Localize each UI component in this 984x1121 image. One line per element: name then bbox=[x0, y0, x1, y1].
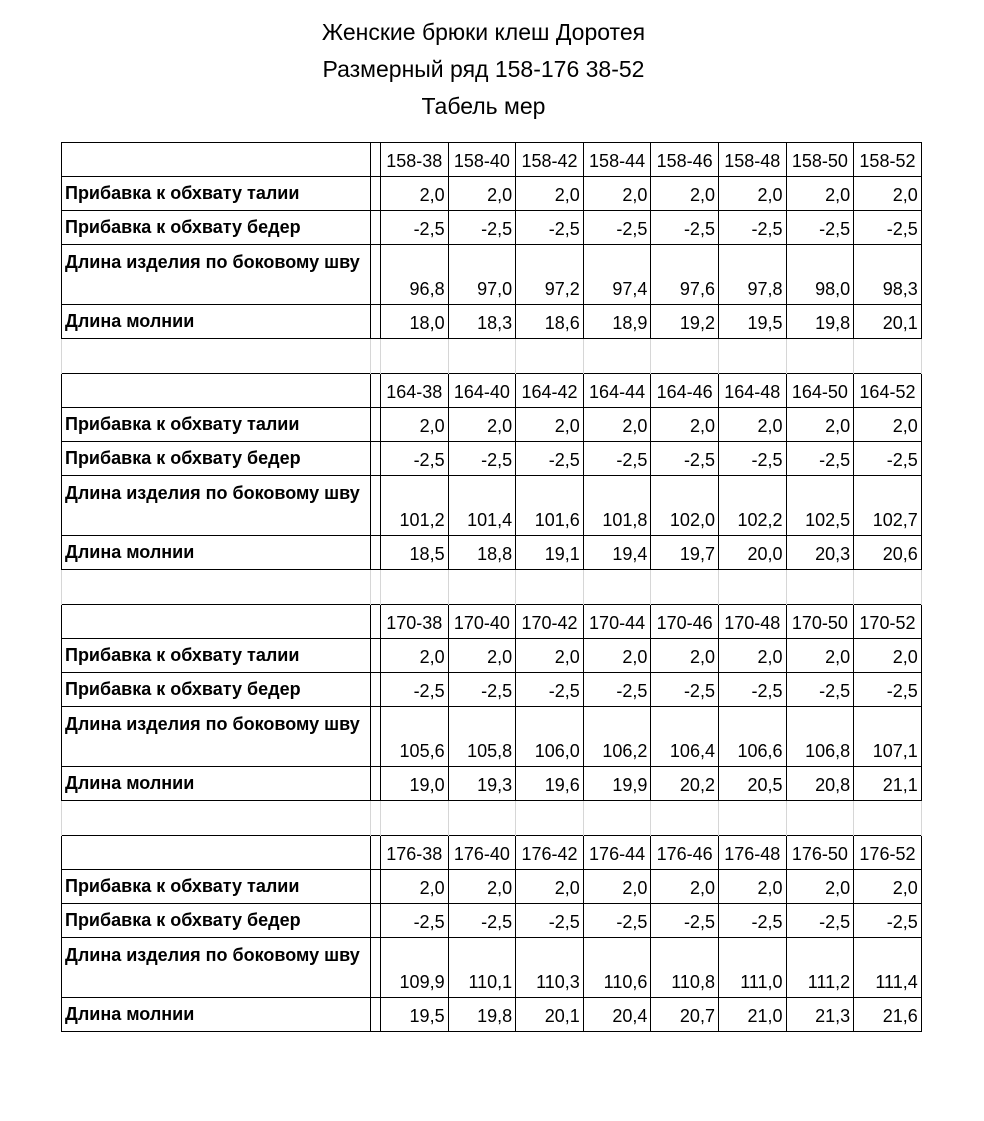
gap-cell bbox=[371, 639, 381, 673]
value-cell: 97,2 bbox=[516, 245, 584, 305]
value-cell: 106,4 bbox=[651, 707, 719, 767]
value-cell: 2,0 bbox=[854, 177, 922, 211]
size-header-cell: 164-48 bbox=[718, 374, 786, 408]
row-label: Длина молнии bbox=[62, 536, 371, 570]
size-header-cell: 170-42 bbox=[516, 605, 584, 639]
title-size-range: Размерный ряд 158-176 38-52 bbox=[322, 56, 645, 82]
value-cell: 97,8 bbox=[718, 245, 786, 305]
gap-cell bbox=[371, 211, 381, 245]
value-cell: 2,0 bbox=[583, 870, 651, 904]
spacer-cell bbox=[448, 570, 516, 605]
value-cell: 20,6 bbox=[854, 536, 922, 570]
value-cell: -2,5 bbox=[718, 673, 786, 707]
table-row bbox=[62, 639, 922, 673]
value-cell: -2,5 bbox=[854, 673, 922, 707]
value-cell: -2,5 bbox=[651, 904, 719, 938]
value-cell: 18,3 bbox=[448, 305, 516, 339]
value-cell: 110,1 bbox=[448, 938, 516, 998]
value-cell: -2,5 bbox=[381, 442, 449, 476]
value-cell: 2,0 bbox=[516, 639, 584, 673]
row-label: Длина изделия по боковому шву bbox=[62, 476, 371, 536]
spacer-cell bbox=[718, 801, 786, 836]
row-label: Прибавка к обхвату талии bbox=[62, 639, 371, 673]
value-cell: -2,5 bbox=[718, 442, 786, 476]
value-cell: -2,5 bbox=[786, 673, 854, 707]
gap-cell bbox=[371, 605, 381, 639]
value-cell: 2,0 bbox=[583, 408, 651, 442]
table-row bbox=[62, 536, 922, 570]
value-cell: 2,0 bbox=[718, 408, 786, 442]
value-cell: 101,4 bbox=[448, 476, 516, 536]
value-cell: 20,1 bbox=[854, 305, 922, 339]
value-cell: 111,4 bbox=[854, 938, 922, 998]
size-header-row bbox=[62, 374, 922, 408]
size-header-cell: 170-38 bbox=[381, 605, 449, 639]
spacer-cell bbox=[854, 339, 922, 374]
size-header-cell: 170-52 bbox=[854, 605, 922, 639]
spacer-cell bbox=[583, 801, 651, 836]
spacer-cell bbox=[371, 570, 381, 605]
size-header-cell: 158-40 bbox=[448, 143, 516, 177]
spacer-row bbox=[62, 339, 922, 374]
size-header-cell: 158-44 bbox=[583, 143, 651, 177]
spacer-cell bbox=[516, 570, 584, 605]
value-cell: -2,5 bbox=[448, 442, 516, 476]
header-label-cell bbox=[62, 374, 371, 408]
size-header-cell: 170-44 bbox=[583, 605, 651, 639]
size-header-cell: 176-48 bbox=[718, 836, 786, 870]
value-cell: -2,5 bbox=[381, 211, 449, 245]
spacer-cell bbox=[583, 339, 651, 374]
value-cell: 2,0 bbox=[786, 177, 854, 211]
size-header-cell: 176-46 bbox=[651, 836, 719, 870]
size-header-cell: 176-38 bbox=[381, 836, 449, 870]
value-cell: 20,7 bbox=[651, 998, 719, 1032]
value-cell: 2,0 bbox=[854, 870, 922, 904]
value-cell: -2,5 bbox=[786, 211, 854, 245]
value-cell: 18,8 bbox=[448, 536, 516, 570]
size-header-cell: 164-40 bbox=[448, 374, 516, 408]
value-cell: -2,5 bbox=[448, 904, 516, 938]
table-row bbox=[62, 767, 922, 801]
value-cell: -2,5 bbox=[448, 673, 516, 707]
value-cell: 2,0 bbox=[381, 639, 449, 673]
header-label-cell bbox=[62, 143, 371, 177]
size-header-cell: 176-50 bbox=[786, 836, 854, 870]
table-row bbox=[62, 998, 922, 1032]
value-cell: 101,2 bbox=[381, 476, 449, 536]
size-header-cell: 158-38 bbox=[381, 143, 449, 177]
size-header-cell: 170-46 bbox=[651, 605, 719, 639]
value-cell: 2,0 bbox=[381, 177, 449, 211]
value-cell: 19,7 bbox=[651, 536, 719, 570]
value-cell: -2,5 bbox=[651, 673, 719, 707]
value-cell: 106,2 bbox=[583, 707, 651, 767]
gap-cell bbox=[371, 408, 381, 442]
size-header-cell: 170-40 bbox=[448, 605, 516, 639]
spacer-cell bbox=[786, 801, 854, 836]
table-row bbox=[62, 707, 922, 767]
value-cell: 110,8 bbox=[651, 938, 719, 998]
spacer-row bbox=[62, 570, 922, 605]
spacer-cell bbox=[854, 570, 922, 605]
table-row bbox=[62, 245, 922, 305]
table-row bbox=[62, 442, 922, 476]
value-cell: 2,0 bbox=[718, 870, 786, 904]
value-cell: 110,6 bbox=[583, 938, 651, 998]
spacer-cell bbox=[62, 570, 371, 605]
value-cell: -2,5 bbox=[854, 211, 922, 245]
gap-cell bbox=[371, 836, 381, 870]
value-cell: -2,5 bbox=[786, 904, 854, 938]
value-cell: 20,5 bbox=[718, 767, 786, 801]
value-cell: 2,0 bbox=[381, 408, 449, 442]
value-cell: 19,8 bbox=[448, 998, 516, 1032]
row-label: Прибавка к обхвату бедер bbox=[62, 673, 371, 707]
value-cell: 98,3 bbox=[854, 245, 922, 305]
value-cell: 2,0 bbox=[448, 177, 516, 211]
gap-cell bbox=[371, 442, 381, 476]
row-label: Длина молнии bbox=[62, 998, 371, 1032]
size-header-cell: 164-52 bbox=[854, 374, 922, 408]
spacer-cell bbox=[583, 570, 651, 605]
value-cell: 106,6 bbox=[718, 707, 786, 767]
value-cell: 2,0 bbox=[651, 639, 719, 673]
value-cell: -2,5 bbox=[786, 442, 854, 476]
value-cell: 19,4 bbox=[583, 536, 651, 570]
table-row bbox=[62, 177, 922, 211]
value-cell: 107,1 bbox=[854, 707, 922, 767]
spacer-cell bbox=[448, 801, 516, 836]
gap-cell bbox=[371, 374, 381, 408]
value-cell: -2,5 bbox=[583, 673, 651, 707]
value-cell: -2,5 bbox=[651, 442, 719, 476]
spacer-cell bbox=[62, 801, 371, 836]
value-cell: 2,0 bbox=[448, 408, 516, 442]
value-cell: 2,0 bbox=[583, 639, 651, 673]
value-cell: -2,5 bbox=[583, 211, 651, 245]
value-cell: 111,2 bbox=[786, 938, 854, 998]
spacer-cell bbox=[718, 339, 786, 374]
value-cell: -2,5 bbox=[718, 211, 786, 245]
header-label-cell bbox=[62, 836, 371, 870]
document-title bbox=[0, 14, 967, 125]
title-measurements: Табель мер bbox=[421, 93, 546, 119]
spacer-cell bbox=[651, 339, 719, 374]
size-header-cell: 176-40 bbox=[448, 836, 516, 870]
value-cell: -2,5 bbox=[516, 211, 584, 245]
value-cell: 2,0 bbox=[381, 870, 449, 904]
spacer-cell bbox=[786, 339, 854, 374]
spacer-row bbox=[62, 801, 922, 836]
size-header-cell: 164-38 bbox=[381, 374, 449, 408]
value-cell: 18,5 bbox=[381, 536, 449, 570]
value-cell: 19,8 bbox=[786, 305, 854, 339]
gap-cell bbox=[371, 245, 381, 305]
value-cell: 19,0 bbox=[381, 767, 449, 801]
value-cell: 2,0 bbox=[786, 639, 854, 673]
spacer-cell bbox=[718, 570, 786, 605]
table-row bbox=[62, 904, 922, 938]
gap-cell bbox=[371, 143, 381, 177]
value-cell: 2,0 bbox=[516, 177, 584, 211]
value-cell: 20,1 bbox=[516, 998, 584, 1032]
value-cell: -2,5 bbox=[718, 904, 786, 938]
table-row bbox=[62, 211, 922, 245]
size-header-cell: 164-42 bbox=[516, 374, 584, 408]
row-label: Прибавка к обхвату талии bbox=[62, 177, 371, 211]
value-cell: 20,2 bbox=[651, 767, 719, 801]
value-cell: 102,0 bbox=[651, 476, 719, 536]
row-label: Прибавка к обхвату талии bbox=[62, 408, 371, 442]
size-header-row bbox=[62, 143, 922, 177]
gap-cell bbox=[371, 707, 381, 767]
value-cell: 2,0 bbox=[651, 177, 719, 211]
value-cell: 21,0 bbox=[718, 998, 786, 1032]
value-cell: 19,1 bbox=[516, 536, 584, 570]
spacer-cell bbox=[381, 339, 449, 374]
value-cell: 2,0 bbox=[516, 870, 584, 904]
value-cell: -2,5 bbox=[381, 673, 449, 707]
size-header-cell: 158-42 bbox=[516, 143, 584, 177]
size-header-cell: 176-52 bbox=[854, 836, 922, 870]
value-cell: 101,6 bbox=[516, 476, 584, 536]
gap-cell bbox=[371, 938, 381, 998]
value-cell: 2,0 bbox=[718, 639, 786, 673]
value-cell: 97,6 bbox=[651, 245, 719, 305]
size-table bbox=[61, 142, 922, 1032]
size-header-cell: 158-46 bbox=[651, 143, 719, 177]
size-header-row bbox=[62, 605, 922, 639]
value-cell: 102,2 bbox=[718, 476, 786, 536]
gap-cell bbox=[371, 673, 381, 707]
size-header-cell: 176-42 bbox=[516, 836, 584, 870]
value-cell: 97,0 bbox=[448, 245, 516, 305]
table-row bbox=[62, 476, 922, 536]
size-header-cell: 158-50 bbox=[786, 143, 854, 177]
gap-cell bbox=[371, 767, 381, 801]
value-cell: 106,8 bbox=[786, 707, 854, 767]
gap-cell bbox=[371, 870, 381, 904]
value-cell: 2,0 bbox=[854, 408, 922, 442]
table-row bbox=[62, 305, 922, 339]
value-cell: 2,0 bbox=[786, 870, 854, 904]
row-label: Прибавка к обхвату талии bbox=[62, 870, 371, 904]
value-cell: 96,8 bbox=[381, 245, 449, 305]
value-cell: 2,0 bbox=[854, 639, 922, 673]
value-cell: 106,0 bbox=[516, 707, 584, 767]
row-label: Длина молнии bbox=[62, 767, 371, 801]
value-cell: 19,6 bbox=[516, 767, 584, 801]
value-cell: -2,5 bbox=[516, 904, 584, 938]
value-cell: 2,0 bbox=[448, 870, 516, 904]
spacer-cell bbox=[381, 801, 449, 836]
value-cell: 2,0 bbox=[651, 408, 719, 442]
row-label: Длина изделия по боковому шву bbox=[62, 938, 371, 998]
gap-cell bbox=[371, 998, 381, 1032]
value-cell: 109,9 bbox=[381, 938, 449, 998]
value-cell: 19,5 bbox=[381, 998, 449, 1032]
value-cell: 102,7 bbox=[854, 476, 922, 536]
spacer-cell bbox=[371, 339, 381, 374]
value-cell: 102,5 bbox=[786, 476, 854, 536]
value-cell: -2,5 bbox=[854, 904, 922, 938]
spacer-cell bbox=[62, 339, 371, 374]
value-cell: -2,5 bbox=[583, 442, 651, 476]
value-cell: 19,2 bbox=[651, 305, 719, 339]
size-header-cell: 158-48 bbox=[718, 143, 786, 177]
value-cell: 110,3 bbox=[516, 938, 584, 998]
value-cell: -2,5 bbox=[651, 211, 719, 245]
value-cell: -2,5 bbox=[448, 211, 516, 245]
value-cell: -2,5 bbox=[516, 442, 584, 476]
size-header-cell: 176-44 bbox=[583, 836, 651, 870]
spacer-cell bbox=[786, 570, 854, 605]
value-cell: 18,0 bbox=[381, 305, 449, 339]
value-cell: 19,3 bbox=[448, 767, 516, 801]
size-header-cell: 170-48 bbox=[718, 605, 786, 639]
gap-cell bbox=[371, 476, 381, 536]
table-row bbox=[62, 408, 922, 442]
value-cell: 18,6 bbox=[516, 305, 584, 339]
value-cell: -2,5 bbox=[583, 904, 651, 938]
size-header-cell: 164-50 bbox=[786, 374, 854, 408]
value-cell: 20,8 bbox=[786, 767, 854, 801]
value-cell: 97,4 bbox=[583, 245, 651, 305]
gap-cell bbox=[371, 904, 381, 938]
value-cell: -2,5 bbox=[516, 673, 584, 707]
value-cell: 21,6 bbox=[854, 998, 922, 1032]
value-cell: 105,6 bbox=[381, 707, 449, 767]
spacer-cell bbox=[516, 801, 584, 836]
value-cell: 20,0 bbox=[718, 536, 786, 570]
value-cell: 19,9 bbox=[583, 767, 651, 801]
row-label: Длина молнии bbox=[62, 305, 371, 339]
value-cell: 2,0 bbox=[651, 870, 719, 904]
gap-cell bbox=[371, 305, 381, 339]
measurement-tables bbox=[61, 142, 922, 1032]
header-label-cell bbox=[62, 605, 371, 639]
value-cell: 20,3 bbox=[786, 536, 854, 570]
value-cell: 105,8 bbox=[448, 707, 516, 767]
row-label: Прибавка к обхвату бедер bbox=[62, 904, 371, 938]
spacer-cell bbox=[854, 801, 922, 836]
value-cell: 18,9 bbox=[583, 305, 651, 339]
value-cell: 2,0 bbox=[583, 177, 651, 211]
row-label: Длина изделия по боковому шву bbox=[62, 707, 371, 767]
size-header-cell: 164-46 bbox=[651, 374, 719, 408]
spacer-cell bbox=[651, 570, 719, 605]
value-cell: 2,0 bbox=[786, 408, 854, 442]
spacer-cell bbox=[448, 339, 516, 374]
table-row bbox=[62, 870, 922, 904]
value-cell: -2,5 bbox=[854, 442, 922, 476]
value-cell: 2,0 bbox=[516, 408, 584, 442]
size-header-cell: 170-50 bbox=[786, 605, 854, 639]
size-header-cell: 158-52 bbox=[854, 143, 922, 177]
value-cell: 111,0 bbox=[718, 938, 786, 998]
row-label: Прибавка к обхвату бедер bbox=[62, 442, 371, 476]
value-cell: 2,0 bbox=[718, 177, 786, 211]
table-row bbox=[62, 673, 922, 707]
row-label: Прибавка к обхвату бедер bbox=[62, 211, 371, 245]
row-label: Длина изделия по боковому шву bbox=[62, 245, 371, 305]
value-cell: 101,8 bbox=[583, 476, 651, 536]
spacer-cell bbox=[651, 801, 719, 836]
spacer-cell bbox=[371, 801, 381, 836]
value-cell: -2,5 bbox=[381, 904, 449, 938]
value-cell: 19,5 bbox=[718, 305, 786, 339]
value-cell: 21,3 bbox=[786, 998, 854, 1032]
gap-cell bbox=[371, 536, 381, 570]
value-cell: 20,4 bbox=[583, 998, 651, 1032]
value-cell: 2,0 bbox=[448, 639, 516, 673]
value-cell: 21,1 bbox=[854, 767, 922, 801]
gap-cell bbox=[371, 177, 381, 211]
value-cell: 98,0 bbox=[786, 245, 854, 305]
size-header-row bbox=[62, 836, 922, 870]
table-row bbox=[62, 938, 922, 998]
spacer-cell bbox=[381, 570, 449, 605]
title-product: Женские брюки клеш Доротея bbox=[321, 19, 646, 45]
spacer-cell bbox=[516, 339, 584, 374]
size-header-cell: 164-44 bbox=[583, 374, 651, 408]
